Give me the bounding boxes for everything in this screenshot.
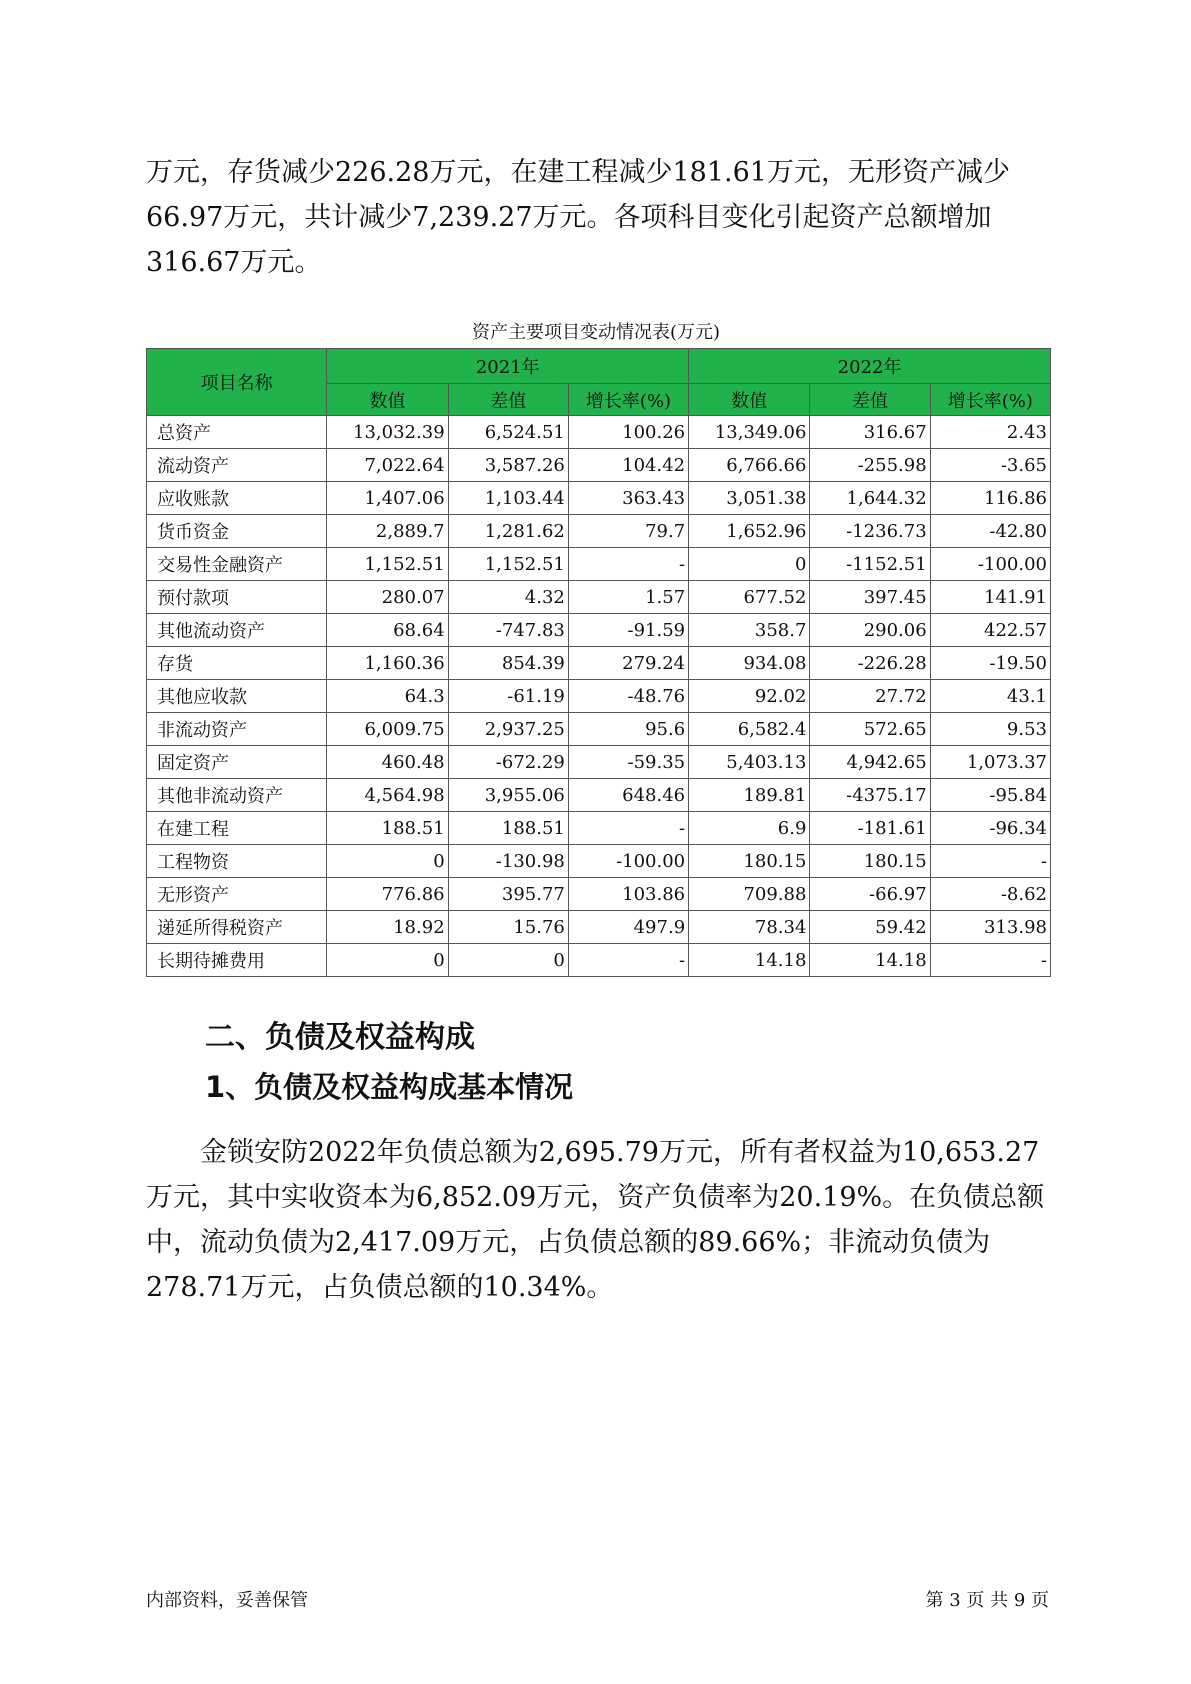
table-cell: -255.98 (810, 449, 930, 482)
row-label: 固定资产 (147, 746, 327, 779)
table-cell: 1,652.96 (689, 515, 810, 548)
table-caption: 资产主要项目变动情况表(万元) (471, 322, 721, 343)
table-cell: -19.50 (930, 647, 1050, 680)
header-growth: 增长率(%) (930, 384, 1050, 416)
table-cell: 2,889.7 (327, 515, 448, 548)
row-label: 流动资产 (147, 449, 327, 482)
row-label: 在建工程 (147, 812, 327, 845)
header-year-2022: 2022年 (689, 349, 1051, 384)
table-cell: -672.29 (448, 746, 568, 779)
table-cell: 1,281.62 (448, 515, 568, 548)
table-cell: 280.07 (327, 581, 448, 614)
table-cell: - (568, 944, 688, 977)
table-cell: 1,073.37 (930, 746, 1050, 779)
row-label: 长期待摊费用 (147, 944, 327, 977)
table-cell: 13,349.06 (689, 416, 810, 449)
table-cell: 0 (689, 548, 810, 581)
table-cell: 4.32 (448, 581, 568, 614)
table-cell: 78.34 (689, 911, 810, 944)
table-cell: 1,103.44 (448, 482, 568, 515)
table-cell: -4375.17 (810, 779, 930, 812)
table-row (147, 581, 1051, 614)
table-cell: 1,160.36 (327, 647, 448, 680)
table-cell: 64.3 (327, 680, 448, 713)
table-row (147, 482, 1051, 515)
table-cell: 27.72 (810, 680, 930, 713)
table-cell: 188.51 (327, 812, 448, 845)
table-row (147, 713, 1051, 746)
table-cell: 7,022.64 (327, 449, 448, 482)
table-row (147, 680, 1051, 713)
table-row (147, 746, 1051, 779)
table-cell: 13,032.39 (327, 416, 448, 449)
table-cell: 103.86 (568, 878, 688, 911)
table-cell: -8.62 (930, 878, 1050, 911)
table-row (147, 779, 1051, 812)
row-label: 其他应收款 (147, 680, 327, 713)
table-cell: 776.86 (327, 878, 448, 911)
table-cell: - (568, 812, 688, 845)
table-cell: -226.28 (810, 647, 930, 680)
table-cell: - (930, 944, 1050, 977)
table-cell: 677.52 (689, 581, 810, 614)
table-cell: - (930, 845, 1050, 878)
table-cell: 95.6 (568, 713, 688, 746)
table-cell: -130.98 (448, 845, 568, 878)
table-cell: 4,942.65 (810, 746, 930, 779)
table-cell: 116.86 (930, 482, 1050, 515)
table-cell: 9.53 (930, 713, 1050, 746)
table-cell: 6.9 (689, 812, 810, 845)
table-cell: 3,051.38 (689, 482, 810, 515)
header-item-name: 项目名称 (147, 349, 327, 416)
table-cell: 1,407.06 (327, 482, 448, 515)
table-cell: 422.57 (930, 614, 1050, 647)
table-cell: -42.80 (930, 515, 1050, 548)
table-cell: 313.98 (930, 911, 1050, 944)
table-cell: 141.91 (930, 581, 1050, 614)
row-label: 预付款项 (147, 581, 327, 614)
row-label: 工程物资 (147, 845, 327, 878)
table-cell: 6,766.66 (689, 449, 810, 482)
table-cell: 279.24 (568, 647, 688, 680)
table-cell: 15.76 (448, 911, 568, 944)
table-cell: 2,937.25 (448, 713, 568, 746)
table-row (147, 416, 1051, 449)
row-label: 其他流动资产 (147, 614, 327, 647)
table-row (147, 845, 1051, 878)
table-cell: 3,955.06 (448, 779, 568, 812)
table-cell: 4,564.98 (327, 779, 448, 812)
table-cell: 189.81 (689, 779, 810, 812)
table-cell: 1,644.32 (810, 482, 930, 515)
footer-confidential-note: 内部资料，妥善保管 (146, 1590, 308, 1611)
table-cell: 0 (327, 944, 448, 977)
header-growth: 增长率(%) (568, 384, 688, 416)
header-diff: 差值 (810, 384, 930, 416)
table-cell: 6,009.75 (327, 713, 448, 746)
table-cell: 14.18 (689, 944, 810, 977)
sub-heading: 1、负债及权益构成基本情况 (205, 1070, 574, 1104)
table-cell: 1,152.51 (327, 548, 448, 581)
row-label: 递延所得税资产 (147, 911, 327, 944)
asset-change-table (146, 348, 1051, 977)
table-cell: 92.02 (689, 680, 810, 713)
row-label: 货币资金 (147, 515, 327, 548)
table-cell: 104.42 (568, 449, 688, 482)
table-row (147, 911, 1051, 944)
table-row (147, 944, 1051, 977)
table-row (147, 647, 1051, 680)
table-cell: 397.45 (810, 581, 930, 614)
header-value: 数值 (689, 384, 810, 416)
table-cell: -1152.51 (810, 548, 930, 581)
header-diff: 差值 (448, 384, 568, 416)
table-cell: 854.39 (448, 647, 568, 680)
table-cell: -747.83 (448, 614, 568, 647)
row-label: 总资产 (147, 416, 327, 449)
table-cell: 180.15 (810, 845, 930, 878)
table-cell: -3.65 (930, 449, 1050, 482)
table-cell: 709.88 (689, 878, 810, 911)
table-cell: 188.51 (448, 812, 568, 845)
table-row (147, 614, 1051, 647)
table-cell: 43.1 (930, 680, 1050, 713)
table-cell: 395.77 (448, 878, 568, 911)
row-label: 交易性金融资产 (147, 548, 327, 581)
table-cell: 100.26 (568, 416, 688, 449)
section-heading: 二、负债及权益构成 (205, 1020, 475, 1055)
table-cell: 3,587.26 (448, 449, 568, 482)
row-label: 非流动资产 (147, 713, 327, 746)
table-cell: 460.48 (327, 746, 448, 779)
row-label: 存货 (147, 647, 327, 680)
table-row (147, 878, 1051, 911)
table-cell: 18.92 (327, 911, 448, 944)
liability-paragraph: 金锁安防2022年负债总额为2,695.79万元，所有者权益为10,653.27万元，其中实收资本为6,852.09万元，资产负债率为20.19%。在负债总额中，流动负债为2,417.09万元，占负债总额的89.66%；非流动负债为278.71万元，占负债总额的10.34%。 (146, 1137, 1045, 1303)
header-year-2021: 2021年 (327, 349, 689, 384)
table-cell: -100.00 (930, 548, 1050, 581)
table-cell: 5,403.13 (689, 746, 810, 779)
table-cell: 180.15 (689, 845, 810, 878)
intro-paragraph: 万元，存货减少226.28万元，在建工程减少181.61万元，无形资产减少66.97万元，共计减少7,239.27万元。各项科目变化引起资产总额增加316.67万元。 (146, 157, 1010, 278)
table-cell: 6,582.4 (689, 713, 810, 746)
table-cell: -95.84 (930, 779, 1050, 812)
table-cell: 934.08 (689, 647, 810, 680)
table-cell: 0 (327, 845, 448, 878)
table-cell: 1.57 (568, 581, 688, 614)
table-cell: 572.65 (810, 713, 930, 746)
table-cell: -1236.73 (810, 515, 930, 548)
header-value: 数值 (327, 384, 448, 416)
table-cell: 1,152.51 (448, 548, 568, 581)
table-cell: 59.42 (810, 911, 930, 944)
row-label: 其他非流动资产 (147, 779, 327, 812)
table-cell: 2.43 (930, 416, 1050, 449)
table-row (147, 812, 1051, 845)
row-label: 无形资产 (147, 878, 327, 911)
table-cell: 14.18 (810, 944, 930, 977)
table-cell: 290.06 (810, 614, 930, 647)
table-cell: 363.43 (568, 482, 688, 515)
table-cell: -96.34 (930, 812, 1050, 845)
table-cell: 68.64 (327, 614, 448, 647)
table-cell: -59.35 (568, 746, 688, 779)
table-cell: 0 (448, 944, 568, 977)
table-cell: 316.67 (810, 416, 930, 449)
row-label: 应收账款 (147, 482, 327, 515)
table-row (147, 515, 1051, 548)
table-cell: 79.7 (568, 515, 688, 548)
table-cell: - (568, 548, 688, 581)
table-row (147, 548, 1051, 581)
table-cell: -181.61 (810, 812, 930, 845)
table-cell: 358.7 (689, 614, 810, 647)
table-cell: 497.9 (568, 911, 688, 944)
footer-page-number: 第 3 页 共 9 页 (925, 1590, 1049, 1611)
table-row (147, 449, 1051, 482)
table-cell: -91.59 (568, 614, 688, 647)
table-cell: 6,524.51 (448, 416, 568, 449)
table-cell: -66.97 (810, 878, 930, 911)
table-cell: -48.76 (568, 680, 688, 713)
table-cell: 648.46 (568, 779, 688, 812)
table-cell: -100.00 (568, 845, 688, 878)
table-cell: -61.19 (448, 680, 568, 713)
